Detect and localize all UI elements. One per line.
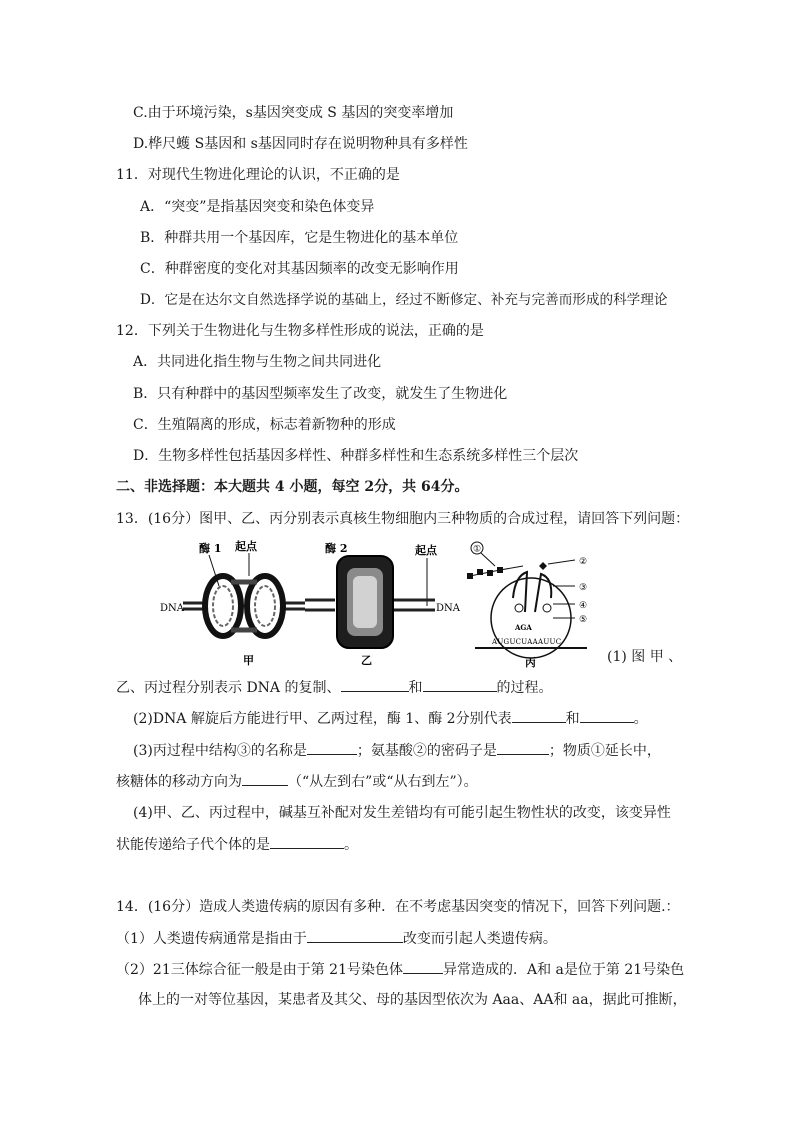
option-10c: C.由于环境污染，s基因突变成 S 基因的突变率增加 [133,105,454,121]
caption-bing: 丙 [525,656,536,669]
caption-jia: 甲 [243,654,254,667]
label-anticodon: AGA [515,623,532,632]
answer-blank[interactable] [270,834,344,849]
label-dna-yi: DNA [436,603,460,614]
option-12b: B．只有种群中的基因型频率发生了改变，就发生了生物进化 [133,386,508,402]
answer-blank[interactable] [307,928,403,943]
option-12a: A．共同进化指生物与生物之间共同进化 [133,354,382,370]
answer-blank[interactable] [242,771,288,786]
q13-part2: (2)DNA 解旋后方能进行甲、乙两过程，酶 1、酶 2分别代表 和 。 [133,708,648,729]
label-structure-3: ③ [579,583,588,593]
label-enzyme-1: 酶 1 [199,542,222,555]
option-12d: D．生物多样性包括基因多样性、种群多样性和生态系统多样性三个层次 [133,448,579,464]
answer-blank[interactable] [423,677,497,692]
label-origin-jia: 起点 [235,540,257,553]
option-11c: C．种群密度的变化对其基因频率的改变无影响作用 [140,261,459,277]
diagram-yi [305,541,461,667]
q14-part2: （2）21三体综合征一般是由于第 21号染色体 异常造成的．A和 a是位于第 21号染色 [116,959,684,980]
label-structure-1: ① [473,544,482,555]
answer-blank[interactable] [307,740,357,755]
option-12c: C．生殖隔离的形成，标志着新物种的形成 [133,417,396,433]
answer-blank[interactable] [497,740,549,755]
label-origin-yi: 起点 [415,544,437,557]
label-structure-4: ④ [579,601,588,611]
answer-blank[interactable] [341,677,409,692]
option-11a: A．“突变”是指基因突变和染色体变异 [140,199,375,215]
figure-synthesis-processes [155,538,595,670]
q14-part2b: 体上的一对等位基因，某患者及其父、母的基因型依次为 Aaa、AA和 aa，据此可推断， [138,992,687,1008]
q13-part1: 乙、丙过程分别表示 DNA 的复制、 和 的过程。 [116,677,553,698]
label-dna-jia: DNA [160,603,184,614]
q13-part4: (4)甲、乙、丙过程中，碱基互补配对发生差错均有可能引起生物性状的改变，该变异性 [133,805,671,821]
option-10d: D.桦尺蠖 S基因和 s基因同时存在说明物种具有多样性 [133,136,468,152]
option-11d: D．它是在达尔文自然选择学说的基础上，经过不断修定、补充与完善而形成的科学理论 [140,292,668,308]
q13-part3: (3)丙过程中结构③的名称是 ；氨基酸②的密码子是 ；物质①延长中， [133,740,661,761]
question-13: 13．(16分）图甲、乙、丙分别表示真核生物细胞内三种物质的合成过程，请回答下列问题： [116,511,690,527]
label-enzyme-2: 酶 2 [325,542,348,555]
q14-part1: （1）人类遗传病通常是指由于 改变而引起人类遗传病。 [116,928,557,949]
diagram-jia [160,539,305,667]
diagram-bing [467,542,587,669]
option-11b: B．种群共用一个基因库，它是生物进化的基本单位 [140,230,459,246]
label-structure-5: ⑤ [579,615,588,625]
answer-blank[interactable] [580,708,634,723]
q13-part4b: 状能传递给子代个体的是 。 [116,834,358,855]
question-12: 12．下列关于生物进化与生物多样性形成的说法，正确的是 [116,323,484,339]
question-14: 14．(16分）造成人类遗传病的原因有多种．在不考虑基因突变的情况下，回答下列问题.： [116,899,680,915]
label-structure-2: ② [579,557,588,567]
question-11: 11．对现代生物进化理论的认识，不正确的是 [116,167,400,183]
answer-blank[interactable] [403,959,443,974]
answer-blank[interactable] [512,708,566,723]
caption-yi: 乙 [361,654,372,667]
label-mrna-sequence: AUGUCUAAAUUC [492,638,562,646]
q13-part3b: 核糖体的移动方向为 （“从左到右”或“从右到左”）。 [116,771,478,792]
section-heading: 二、非选择题：本大题共 4 小题，每空 2分，共 64分。 [116,479,469,495]
q13-part1-start: (1) 图 甲 、 [607,649,683,665]
